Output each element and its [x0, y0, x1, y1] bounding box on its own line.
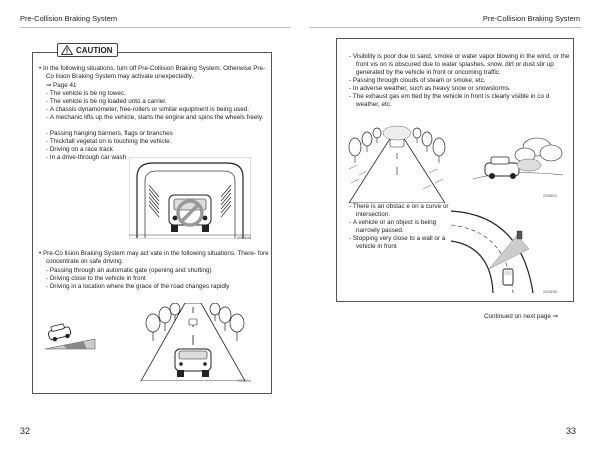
list-item: - Driving close to the vehicle in front [46, 275, 146, 282]
exhaust-smoke-illustration [469, 135, 567, 189]
right-page-number: 33 [565, 426, 576, 436]
list-item: - Visibility is poor due to sand, smoke or water vapor blowing in the wind, or the front vis on is obscured due to water splashes, snow, dirt or dust stir up generated by the vehicle in front or oncoming traffic. [349, 53, 570, 77]
left-page-number: 32 [20, 426, 31, 436]
warning-triangle-icon [61, 45, 73, 55]
left-header-rule [20, 27, 290, 28]
list-item: - Driving in a location where the grace of the road changes rapidly [46, 283, 230, 290]
list-item: - A mechanic lifts up the vehicle, starts the engine and spins the wheels freely. [46, 114, 264, 121]
list-item: - Driving on a race track [46, 146, 113, 153]
list-item: - The vehicle is be ng towec. [46, 90, 126, 97]
caution-box [32, 45, 272, 394]
left-header-title: Pre-Collision Braking System [20, 14, 118, 23]
caution-bullet-2: • Pre-Co lision Braking System may act vate in the following situations. There- fore concentrate on safe driving. [39, 250, 269, 266]
road-driving-illustration [135, 303, 251, 381]
list-item: - Thick/tall vegetat on is touching the vehicle. [46, 138, 172, 145]
right-header-rule [310, 27, 582, 28]
caution-text: CAUTION [76, 45, 113, 55]
list-item: - In adverse weather, such as heavy snow or snowstorms. [349, 85, 511, 92]
list-item: - Passing through clouds of steam or smoke, etc. [349, 77, 486, 84]
caution-bullet-1: • In the following situations, turn off Pre-Collision Braking System. Otherwise Pre-Co lision Braking System may activate unexpectedly. [39, 65, 266, 81]
bullet-1-text: In the following situations, turn off Pre-Collision Braking System. Otherwise Pre-Co lision Braking System may activate unexpectedly. [42, 65, 266, 81]
figure-1-code: S00408 [237, 235, 251, 240]
poor-visibility-road-illustration [345, 117, 449, 203]
list-item: - The exhaust gas em tted by the vehicle in front is clearly visible in co d weather, etc. [349, 93, 550, 109]
page-reference: ⇒ Page 41 [46, 82, 77, 89]
car-wash-illustration [129, 157, 251, 239]
list-item: - A vehicle or an object is being narrowly passed. [349, 219, 437, 235]
figure-4-code: S02895 [543, 289, 557, 294]
continued-next-page: Continued on next page ⇒ [484, 313, 558, 320]
caution-label [57, 43, 118, 57]
figure-2-code: S01284 [237, 378, 251, 383]
list-item: - Stopping very close to a wall or a vehicle in front [349, 235, 446, 251]
bullet-2-text: Pre-Co lision Braking System may act vate in the following situations. There- fore concentrate on safe driving. [42, 250, 269, 266]
list-item: - There is an obstac e on a curve or intersection. [349, 203, 449, 219]
car-on-slope-illustration [43, 319, 97, 351]
caution-continued-box [336, 38, 574, 302]
right-header-title: Pre-Collision Braking System [482, 14, 580, 23]
list-item: - Passing hanging banners, flags or branches [46, 130, 173, 137]
list-item: - A chassis dynamometer, free-rollers or similar equipment is being used. [46, 106, 249, 113]
curve-obstacle-illustration [451, 205, 549, 293]
list-item: - In a drive-through car wash [46, 154, 127, 161]
list-item: - The vehicle is be ng loaded onto a carrier. [46, 98, 167, 105]
figure-3-code: S00852 [543, 193, 557, 198]
list-item: - Passing through an automatic gate (opening and shutting) [46, 267, 212, 274]
